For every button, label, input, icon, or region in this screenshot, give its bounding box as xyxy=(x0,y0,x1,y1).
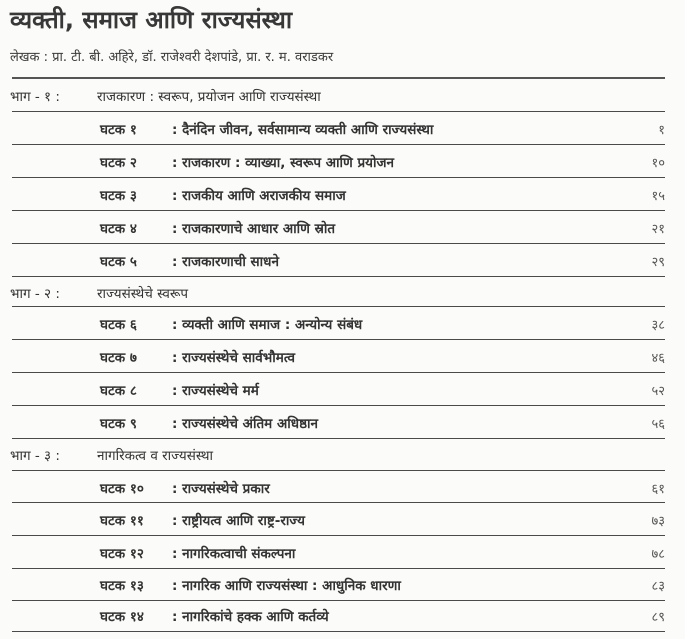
chapter-title: : दैनंदिन जीवन, सर्वसामान्य व्यक्ती आणि राज्यसंस्था xyxy=(172,122,434,138)
divider xyxy=(12,276,665,277)
chapter-title: : राजकारणाची साधने xyxy=(172,254,279,270)
chapter-title: : राजकारण : व्याख्या, स्वरूप आणि प्रयोजन xyxy=(172,155,394,171)
toc-entry[interactable] xyxy=(100,310,665,338)
toc-entry[interactable] xyxy=(100,474,665,502)
part-title: राज्यसंस्थेचे स्वरूप xyxy=(97,286,189,302)
toc-entry[interactable] xyxy=(100,409,665,437)
page-number: ८३ xyxy=(651,579,665,594)
part-heading-3 xyxy=(10,441,665,469)
page-number: १ xyxy=(658,123,665,138)
divider xyxy=(12,210,665,211)
divider xyxy=(12,372,665,373)
part-label: भाग - २ : xyxy=(10,286,60,302)
page-number: ५६ xyxy=(651,417,665,432)
chapter-title: : राज्यसंस्थेचे प्रकार xyxy=(172,481,270,497)
toc-entry[interactable] xyxy=(100,602,665,630)
page-number: ५२ xyxy=(651,384,665,399)
page-number: १५ xyxy=(651,189,665,204)
toc-entry[interactable] xyxy=(100,148,665,176)
divider xyxy=(12,77,665,79)
divider xyxy=(12,502,665,503)
toc-entry[interactable] xyxy=(100,539,665,567)
page-number: ३८ xyxy=(651,318,665,333)
toc-entry[interactable] xyxy=(100,214,665,242)
part-label: भाग - १ : xyxy=(10,89,60,105)
page-number: २१ xyxy=(651,222,665,237)
divider xyxy=(12,600,665,601)
page-number: ७३ xyxy=(651,514,665,529)
chapter-title: : नागरिकांचे हक्क आणि कर्तव्ये xyxy=(172,609,329,625)
divider xyxy=(12,631,665,632)
divider xyxy=(12,438,665,439)
chapter-label: घटक ४ xyxy=(100,221,137,237)
divider xyxy=(12,243,665,244)
chapter-title: : राज्यसंस्थेचे सार्वभौमत्व xyxy=(172,350,295,366)
divider xyxy=(12,568,665,569)
chapter-label: घटक ३ xyxy=(100,188,137,204)
chapter-title: : व्यक्ती आणि समाज : अन्योन्य संबंध xyxy=(172,317,363,333)
part-label: भाग - ३ : xyxy=(10,448,60,464)
toc-entry[interactable] xyxy=(100,343,665,371)
chapter-label: घटक ५ xyxy=(100,254,137,270)
chapter-title: : राज्यसंस्थेचे अंतिम अधिष्ठान xyxy=(172,416,319,432)
divider xyxy=(12,339,665,340)
page-number: ८९ xyxy=(651,610,665,625)
chapter-label: घटक १३ xyxy=(100,578,144,594)
divider xyxy=(12,177,665,178)
part-title: नागरिकत्व व राज्यसंस्था xyxy=(97,448,213,464)
toc-entry[interactable] xyxy=(100,376,665,404)
divider xyxy=(12,535,665,536)
toc-entry[interactable] xyxy=(100,181,665,209)
divider xyxy=(12,470,665,471)
chapter-label: घटक ७ xyxy=(100,350,137,366)
page-number: ४६ xyxy=(651,351,665,366)
authors-line: लेखक : प्रा. टी. बी. अहिरे, डॉ. राजेश्वरी देशपांडे, प्रा. र. म. वराडकर xyxy=(10,50,334,65)
part-heading-1 xyxy=(10,82,665,110)
page-number: ७८ xyxy=(651,547,665,562)
chapter-label: घटक १४ xyxy=(100,609,144,625)
chapter-label: घटक ८ xyxy=(100,383,137,399)
chapter-label: घटक ९ xyxy=(100,416,137,432)
chapter-label: घटक २ xyxy=(100,155,137,171)
part-heading-2 xyxy=(10,279,665,307)
toc-entry[interactable] xyxy=(100,115,665,143)
divider xyxy=(12,111,665,112)
divider xyxy=(12,405,665,406)
chapter-title: : नागरिकत्वाची संकल्पना xyxy=(172,546,296,562)
chapter-title: : राष्ट्रीयत्व आणि राष्ट्र-राज्य xyxy=(172,513,305,529)
chapter-label: घटक १२ xyxy=(100,546,144,562)
chapter-title: : राजकीय आणि अराजकीय समाज xyxy=(172,188,346,204)
toc-entry[interactable] xyxy=(100,571,665,599)
page-number: २९ xyxy=(651,255,665,270)
chapter-label: घटक ११ xyxy=(100,513,144,529)
chapter-label: घटक १ xyxy=(100,122,137,138)
chapter-label: घटक ६ xyxy=(100,317,137,333)
document-title: व्यक्ती, समाज आणि राज्यसंस्था xyxy=(10,6,293,34)
page-number: ६१ xyxy=(651,482,665,497)
part-title: राजकारण : स्वरूप, प्रयोजन आणि राज्यसंस्था xyxy=(97,89,321,105)
chapter-label: घटक १० xyxy=(100,481,144,497)
chapter-title: : राज्यसंस्थेचे मर्म xyxy=(172,383,259,399)
toc-entry[interactable] xyxy=(100,247,665,275)
toc-entry[interactable] xyxy=(100,506,665,534)
page-number: १० xyxy=(651,156,665,171)
chapter-title: : नागरिक आणि राज्यसंस्था : आधुनिक धारणा xyxy=(172,578,401,594)
divider xyxy=(12,306,665,307)
divider xyxy=(12,144,665,145)
chapter-title: : राजकारणाचे आधार आणि स्रोत xyxy=(172,221,336,237)
